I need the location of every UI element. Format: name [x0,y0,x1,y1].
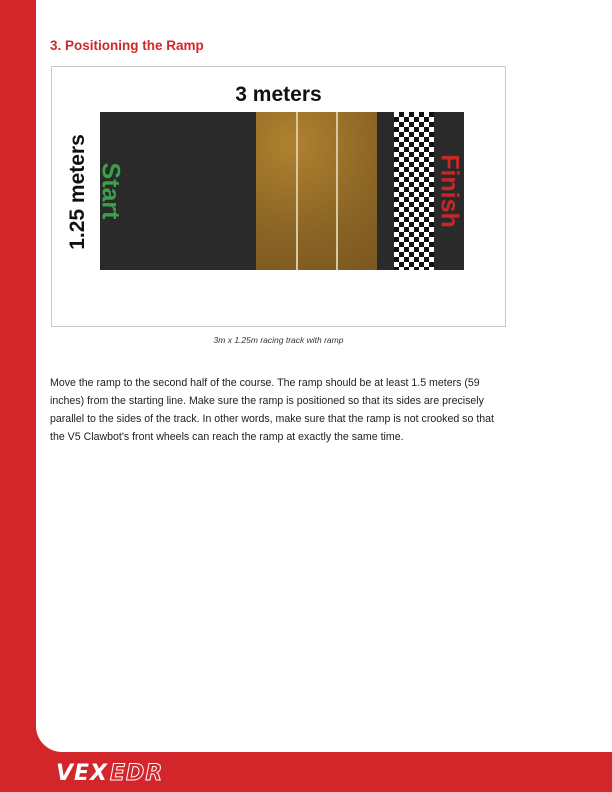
ramp-seam [296,112,298,270]
ramp [256,112,377,270]
race-track [96,112,464,270]
logo-edr-text: EDR [110,761,164,786]
track-width-label: 1.25 meters [66,134,89,250]
start-label: Start [96,162,125,220]
vex-edr-logo [56,758,163,786]
ramp-seam [336,112,338,270]
instruction-paragraph: Move the ramp to the second half of the course. The ramp should be at least 1.5 meters (59 inches) from the starting line. Make sure the ramp is positioned so that its sides are precisely parallel to the sides of the track. In other words, make sure that the ramp is not crooked so that the V5 Clawbot's front wheels can reach the ramp at exactly the same time. [50,377,494,443]
logo-vex-text: VEX [56,761,109,786]
finish-label: Finish [435,154,464,228]
figure-caption: 3m x 1.25m racing track with ramp [213,335,344,345]
checkered-finish-line [394,112,434,270]
track-figure [51,66,506,327]
section-heading: 3. Positioning the Ramp [50,38,204,53]
track-length-label: 3 meters [235,83,322,106]
